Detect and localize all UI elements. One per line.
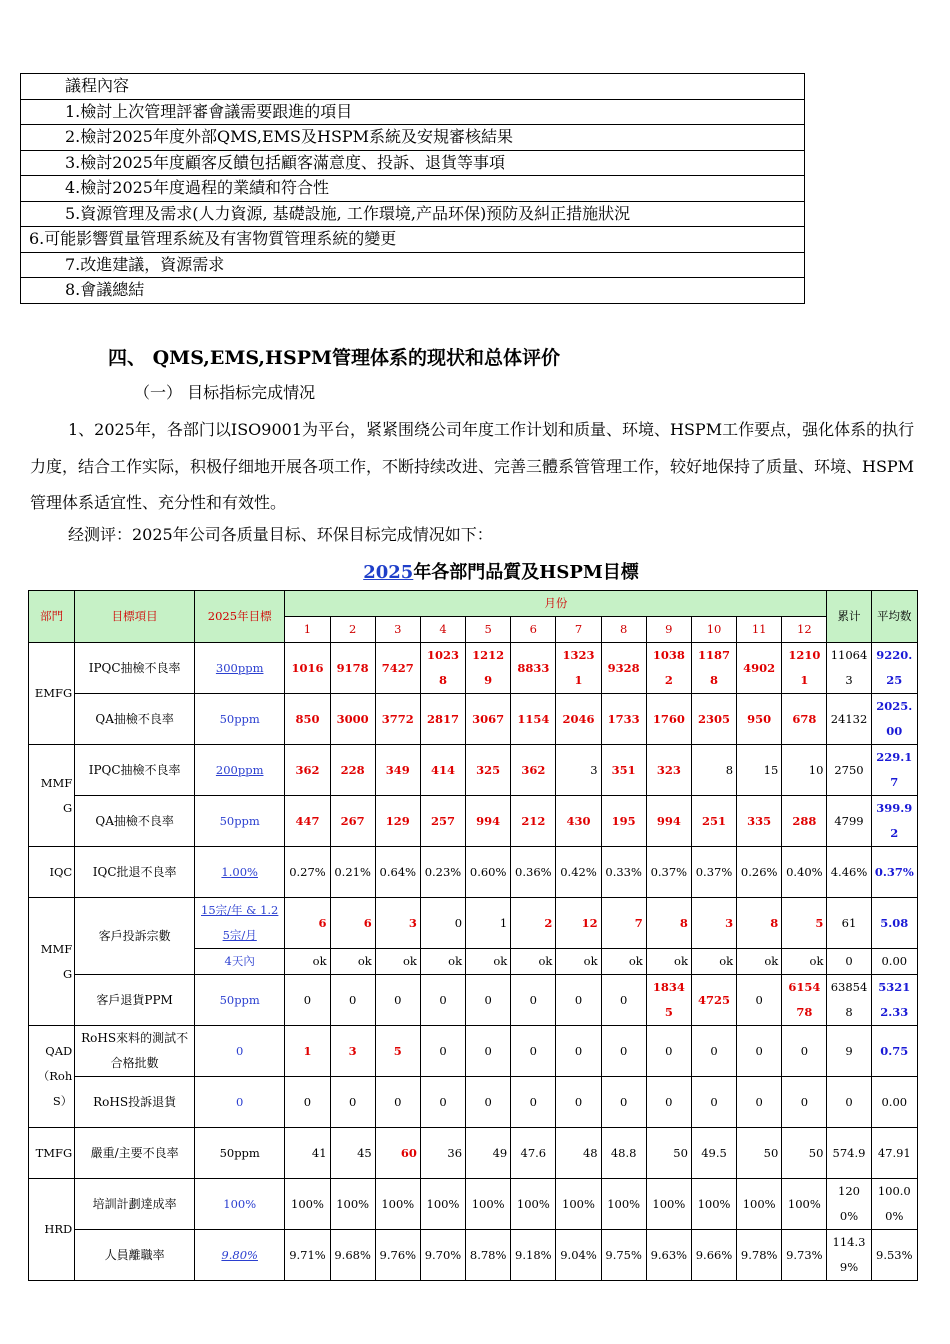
month-value: 212 (511, 796, 556, 847)
table-row (29, 975, 918, 1026)
item-cell: IPQC抽檢不良率 (75, 745, 195, 796)
avg-cell: 229.17 (871, 745, 917, 796)
avg-cell: 0.37% (871, 847, 917, 898)
dept-cell: HRD (29, 1179, 75, 1281)
item-cell: QA抽檢不良率 (75, 796, 195, 847)
month-value: 414 (420, 745, 465, 796)
agenda-item: 4.檢討2025年度過程的業績和符合性 (21, 176, 805, 202)
month-value: 228 (330, 745, 375, 796)
table-title (0, 558, 950, 584)
month-value: 0 (737, 975, 782, 1026)
header-month: 月份 (285, 591, 827, 617)
month-value: 9.78% (737, 1230, 782, 1281)
month-value: 3 (330, 1026, 375, 1077)
month-value: 288 (782, 796, 827, 847)
month-value: 6 (330, 898, 375, 949)
target-cell: 15宗/年 & 1.25宗/月 (195, 898, 285, 949)
month-value: ok (782, 949, 827, 975)
table-row (29, 796, 918, 847)
header-month-num: 9 (646, 617, 691, 643)
avg-cell: 9.53% (871, 1230, 917, 1281)
avg-cell: 47.91 (871, 1128, 917, 1179)
month-value: 4902 (737, 643, 782, 694)
agenda-item: 3.檢討2025年度顧客反饋包括顧客滿意度、投訴、退貨等事項 (21, 150, 805, 176)
table-row (29, 643, 918, 694)
month-value: 1 (285, 1026, 330, 1077)
month-value: ok (330, 949, 375, 975)
target-cell: 0 (195, 1026, 285, 1077)
month-value: 9178 (330, 643, 375, 694)
month-value: 0.40% (782, 847, 827, 898)
month-value: 3 (556, 745, 601, 796)
month-value: 267 (330, 796, 375, 847)
dept-cell: IQC (29, 847, 75, 898)
avg-cell: 0.00 (871, 1077, 917, 1128)
agenda-item: 1.檢討上次管理評審會議需要跟進的項目 (21, 99, 805, 125)
target-cell: 100% (195, 1179, 285, 1230)
month-value: 12129 (466, 643, 511, 694)
month-value: 48.8 (601, 1128, 646, 1179)
header-target: 2025年目標 (195, 591, 285, 643)
month-value: 0 (556, 1077, 601, 1128)
month-value: 8 (737, 898, 782, 949)
month-value: 9.73% (782, 1230, 827, 1281)
avg-cell: 100.00% (871, 1179, 917, 1230)
avg-cell: 0.00 (871, 949, 917, 975)
month-value: 0 (285, 975, 330, 1026)
dept-cell: QAD（RohS） (29, 1026, 75, 1128)
month-value: 15 (737, 745, 782, 796)
month-value: 0.64% (375, 847, 420, 898)
month-value: 0.42% (556, 847, 601, 898)
month-value: 1154 (511, 694, 556, 745)
month-value: 349 (375, 745, 420, 796)
month-value: 1016 (285, 643, 330, 694)
month-value: 60 (375, 1128, 420, 1179)
month-value: 0.21% (330, 847, 375, 898)
target-cell: 50ppm (195, 796, 285, 847)
item-cell: 客戶投訴宗數 (75, 898, 195, 975)
month-value: 9.18% (511, 1230, 556, 1281)
agenda-item: 8.會議總結 (21, 278, 805, 304)
agenda-item: 5.資源管理及需求(人力資源, 基礎設施, 工作環境,产品环保)预防及糾正措施狀況 (21, 201, 805, 227)
month-value: 10382 (646, 643, 691, 694)
total-cell: 638548 (827, 975, 871, 1026)
header-month-num: 11 (737, 617, 782, 643)
total-cell: 2750 (827, 745, 871, 796)
target-cell: 1.00% (195, 847, 285, 898)
month-value: 9.70% (420, 1230, 465, 1281)
month-value: 0 (420, 975, 465, 1026)
item-cell: IPQC抽檢不良率 (75, 643, 195, 694)
month-value: 0.37% (691, 847, 736, 898)
target-cell: 50ppm (195, 975, 285, 1026)
month-value: 3000 (330, 694, 375, 745)
month-value: 0 (601, 1077, 646, 1128)
month-value: 11878 (691, 643, 736, 694)
month-value: 0 (556, 975, 601, 1026)
month-value: 36 (420, 1128, 465, 1179)
month-value: 0 (511, 1077, 556, 1128)
body-paragraph: 1、2025年，各部门以ISO9001为平台，紧紧围绕公司年度工作计划和质量、环境、HSPM工作要点，强化体系的执行力度，结合工作实际，积极仔细地开展各项工作，不断持续改进、完善三體系管管理工作，较好地保持了质量、环境、HSPM管理体系适宜性、充分性和有效性。 (30, 420, 915, 512)
month-value: 45 (330, 1128, 375, 1179)
header-month-num: 4 (420, 617, 465, 643)
header-item: 目標項目 (75, 591, 195, 643)
month-value: 3772 (375, 694, 420, 745)
month-value: 100% (782, 1179, 827, 1230)
month-value: 50 (782, 1128, 827, 1179)
total-cell: 1200% (827, 1179, 871, 1230)
month-value: 0.33% (601, 847, 646, 898)
month-value: 9.75% (601, 1230, 646, 1281)
month-value: 994 (466, 796, 511, 847)
total-cell: 4.46% (827, 847, 871, 898)
table-title-text: 年各部門品質及HSPM目標 (413, 562, 639, 583)
month-value: 615478 (782, 975, 827, 1026)
month-value: 0 (646, 1077, 691, 1128)
dept-cell: EMFG (29, 643, 75, 745)
month-value: 351 (601, 745, 646, 796)
month-value: 49.5 (691, 1128, 736, 1179)
month-value: 0 (466, 1026, 511, 1077)
month-value: 257 (420, 796, 465, 847)
month-value: 0 (375, 975, 420, 1026)
item-cell: 嚴重/主要不良率 (75, 1128, 195, 1179)
header-month-num: 1 (285, 617, 330, 643)
target-cell: 300ppm (195, 643, 285, 694)
month-value: 5 (375, 1026, 420, 1077)
total-cell: 24132 (827, 694, 871, 745)
month-value: 0 (511, 1026, 556, 1077)
month-value: ok (511, 949, 556, 975)
item-cell: 客戶退貨PPM (75, 975, 195, 1026)
month-value: 100% (375, 1179, 420, 1230)
month-value: 0 (601, 975, 646, 1026)
month-value: ok (691, 949, 736, 975)
target-cell: 200ppm (195, 745, 285, 796)
month-value: 49 (466, 1128, 511, 1179)
month-value: 1760 (646, 694, 691, 745)
targets-table (28, 590, 918, 1281)
month-value: 0 (285, 1077, 330, 1128)
header-month-num: 3 (375, 617, 420, 643)
header-month-num: 10 (691, 617, 736, 643)
item-cell: RoHS來料的測試不合格批數 (75, 1026, 195, 1077)
table-row (29, 694, 918, 745)
target-cell: 0 (195, 1077, 285, 1128)
total-cell: 9 (827, 1026, 871, 1077)
month-value: 950 (737, 694, 782, 745)
month-value: 0 (420, 898, 465, 949)
dept-cell: TMFG (29, 1128, 75, 1179)
table-row (29, 1026, 918, 1077)
header-month-num: 8 (601, 617, 646, 643)
month-value: ok (420, 949, 465, 975)
month-value: ok (737, 949, 782, 975)
avg-cell: 399.92 (871, 796, 917, 847)
header-dept: 部門 (29, 591, 75, 643)
month-value: 12 (556, 898, 601, 949)
item-cell: RoHS投訴退貨 (75, 1077, 195, 1128)
month-value: 1733 (601, 694, 646, 745)
month-value: 47.6 (511, 1128, 556, 1179)
month-value: 335 (737, 796, 782, 847)
item-cell: 人員離職率 (75, 1230, 195, 1281)
month-value: 0 (737, 1026, 782, 1077)
month-value: 13231 (556, 643, 601, 694)
month-value: 0 (330, 1077, 375, 1128)
month-value: 0 (375, 1077, 420, 1128)
month-value: 100% (556, 1179, 601, 1230)
total-cell: 0 (827, 1077, 871, 1128)
month-value: 6 (285, 898, 330, 949)
month-value: 3 (691, 898, 736, 949)
total-cell: 574.9 (827, 1128, 871, 1179)
avg-cell: 2025.00 (871, 694, 917, 745)
agenda-title: 議程內容 (21, 74, 805, 100)
month-value: 100% (691, 1179, 736, 1230)
agenda-item: 2.檢討2025年度外部QMS,EMS及HSPM系統及安規審核結果 (21, 125, 805, 151)
total-cell: 0 (827, 949, 871, 975)
month-value: ok (556, 949, 601, 975)
month-value: 3 (375, 898, 420, 949)
month-value: 100% (601, 1179, 646, 1230)
month-value: 5 (782, 898, 827, 949)
month-value: 0 (511, 975, 556, 1026)
avg-cell: 5.08 (871, 898, 917, 949)
header-month-num: 2 (330, 617, 375, 643)
avg-cell: 9220.25 (871, 643, 917, 694)
header-month-num: 12 (782, 617, 827, 643)
month-value: 0 (420, 1026, 465, 1077)
month-value: 2046 (556, 694, 601, 745)
month-value: 100% (330, 1179, 375, 1230)
month-value: 0 (782, 1077, 827, 1128)
month-value: 325 (466, 745, 511, 796)
month-value: 100% (737, 1179, 782, 1230)
month-value: 362 (511, 745, 556, 796)
month-value: 100% (646, 1179, 691, 1230)
month-value: 2817 (420, 694, 465, 745)
month-value: 50 (737, 1128, 782, 1179)
month-value: 678 (782, 694, 827, 745)
month-value: 850 (285, 694, 330, 745)
month-value: 0.36% (511, 847, 556, 898)
month-value: 9328 (601, 643, 646, 694)
month-value: 994 (646, 796, 691, 847)
item-cell: QA抽檢不良率 (75, 694, 195, 745)
item-cell: 培訓計劃達成率 (75, 1179, 195, 1230)
target-cell: 9.80% (195, 1230, 285, 1281)
month-value: 0 (420, 1077, 465, 1128)
table-row (29, 745, 918, 796)
month-value: 9.76% (375, 1230, 420, 1281)
month-value: 0 (466, 975, 511, 1026)
month-value: 362 (285, 745, 330, 796)
month-value: 2305 (691, 694, 736, 745)
month-value: 7427 (375, 643, 420, 694)
table-row (29, 847, 918, 898)
month-value: 0.27% (285, 847, 330, 898)
month-value: 10238 (420, 643, 465, 694)
header-month-num: 6 (511, 617, 556, 643)
header-avg: 平均数 (871, 591, 917, 643)
total-cell: 4799 (827, 796, 871, 847)
header-month-num: 7 (556, 617, 601, 643)
header-total: 累计 (827, 591, 871, 643)
month-value: 7 (601, 898, 646, 949)
total-cell: 110643 (827, 643, 871, 694)
month-value: ok (466, 949, 511, 975)
month-value: 0.37% (646, 847, 691, 898)
table-row (29, 1230, 918, 1281)
body-paragraph-2: 经测评：2025年公司各质量目标、环保目标完成情况如下： (68, 525, 493, 544)
month-value: 9.63% (646, 1230, 691, 1281)
table-row (29, 898, 918, 949)
month-value: 2 (511, 898, 556, 949)
agenda-item: 6.可能影響質量管理系統及有害物質管理系統的變更 (21, 227, 805, 253)
month-value: 0 (691, 1026, 736, 1077)
month-value: 0.60% (466, 847, 511, 898)
target-cell: 50ppm (195, 694, 285, 745)
target-cell: 4天內 (195, 949, 285, 975)
target-cell: 50ppm (195, 1128, 285, 1179)
month-value: ok (646, 949, 691, 975)
month-value: 10 (782, 745, 827, 796)
month-value: 4725 (691, 975, 736, 1026)
month-value: 8 (646, 898, 691, 949)
month-value: 9.68% (330, 1230, 375, 1281)
month-value: 0 (646, 1026, 691, 1077)
month-value: 0.23% (420, 847, 465, 898)
month-value: ok (375, 949, 420, 975)
month-value: 48 (556, 1128, 601, 1179)
month-value: 9.71% (285, 1230, 330, 1281)
total-cell: 61 (827, 898, 871, 949)
month-value: 1 (466, 898, 511, 949)
month-value: 0 (601, 1026, 646, 1077)
item-cell: IQC批退不良率 (75, 847, 195, 898)
month-value: 41 (285, 1128, 330, 1179)
section-subheading: （一） 目标指标完成情况 (134, 383, 316, 402)
table-row (29, 1077, 918, 1128)
avg-cell: 0.75 (871, 1026, 917, 1077)
month-value: 9.04% (556, 1230, 601, 1281)
month-value: ok (285, 949, 330, 975)
table-row (29, 1179, 918, 1230)
month-value: 50 (646, 1128, 691, 1179)
month-value: 0 (330, 975, 375, 1026)
month-value: 430 (556, 796, 601, 847)
month-value: 9.66% (691, 1230, 736, 1281)
month-value: 0 (556, 1026, 601, 1077)
month-value: 3067 (466, 694, 511, 745)
table-row (29, 1128, 918, 1179)
month-value: 100% (511, 1179, 556, 1230)
month-value: 129 (375, 796, 420, 847)
month-value: 251 (691, 796, 736, 847)
month-value: 447 (285, 796, 330, 847)
month-value: 18345 (646, 975, 691, 1026)
month-value: 0 (782, 1026, 827, 1077)
month-value: 0 (691, 1077, 736, 1128)
table-title-year: 2025 (363, 562, 414, 583)
month-value: 8833 (511, 643, 556, 694)
total-cell: 114.39% (827, 1230, 871, 1281)
month-value: 0.26% (737, 847, 782, 898)
month-value: 8.78% (466, 1230, 511, 1281)
month-value: 0 (737, 1077, 782, 1128)
month-value: 323 (646, 745, 691, 796)
month-value: 100% (285, 1179, 330, 1230)
month-value: 100% (420, 1179, 465, 1230)
month-value: 195 (601, 796, 646, 847)
header-month-num: 5 (466, 617, 511, 643)
month-value: 12101 (782, 643, 827, 694)
section-heading: 四、 QMS,EMS,HSPM管理体系的现状和总体评价 (108, 347, 561, 369)
month-value: 8 (691, 745, 736, 796)
month-value: 0 (466, 1077, 511, 1128)
avg-cell: 53212.33 (871, 975, 917, 1026)
dept-cell: MMFG (29, 745, 75, 847)
agenda-item: 7.改進建議，資源需求 (21, 252, 805, 278)
month-value: 100% (466, 1179, 511, 1230)
agenda-table (20, 73, 805, 304)
dept-cell: MMFG (29, 898, 75, 1026)
month-value: ok (601, 949, 646, 975)
